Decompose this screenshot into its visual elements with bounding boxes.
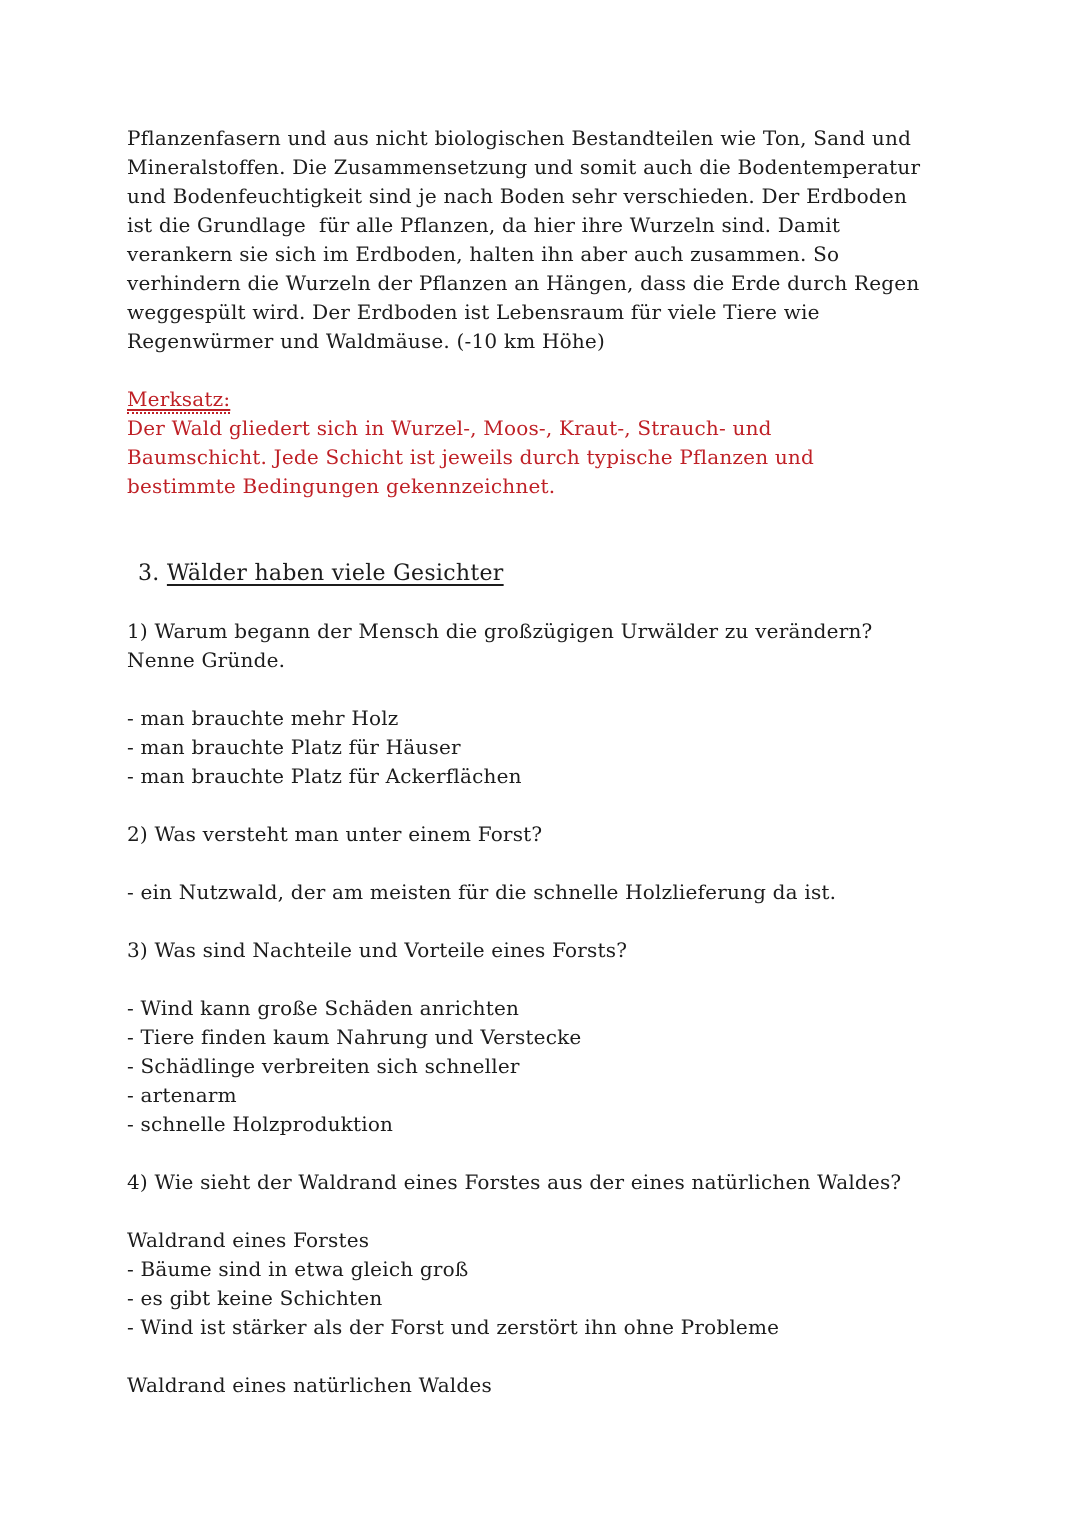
- answer-1-line: - man brauchte Platz für Häuser: [127, 735, 461, 759]
- merksatz-note-line: Baumschicht. Jede Schicht ist jeweils durch typische Pflanzen und: [127, 445, 815, 469]
- section-heading: [127, 559, 970, 588]
- question-3: [127, 936, 970, 965]
- answer-3-line: - Schädlinge verbreiten sich schneller: [127, 1054, 520, 1078]
- intro-paragraph-line: verankern sie sich im Erdboden, halten ihn aber auch zusammen. So: [127, 242, 840, 266]
- intro-paragraph-line: ist die Grundlage für alle Pflanzen, da hier ihre Wurzeln sind. Damit: [127, 213, 841, 237]
- merksatz-title-line: [127, 385, 970, 414]
- answer-4-forst-line: - es gibt keine Schichten: [127, 1286, 383, 1310]
- question-2: [127, 820, 970, 849]
- merksatz-note: [127, 385, 970, 501]
- answer-4-natural-line: Waldrand eines natürlichen Waldes: [127, 1373, 492, 1397]
- answer-1-line: - man brauchte mehr Holz: [127, 706, 399, 730]
- answer-2-line: - ein Nutzwald, der am meisten für die schnelle Holzlieferung da ist.: [127, 880, 837, 904]
- merksatz-label: Merksatz:: [127, 387, 230, 414]
- intro-paragraph-line: verhindern die Wurzeln der Pflanzen an Hängen, dass die Erde durch Regen: [127, 271, 920, 295]
- answer-3-line: - artenarm: [127, 1083, 237, 1107]
- merksatz-note-line: bestimmte Bedingungen gekennzeichnet.: [127, 474, 556, 498]
- question-1-line: Nenne Gründe.: [127, 648, 286, 672]
- answer-2: [127, 878, 970, 907]
- heading-text: Wälder haben viele Gesichter: [166, 561, 504, 586]
- answer-4-forst-line: - Wind ist stärker als der Forst und zerstört ihn ohne Probleme: [127, 1315, 780, 1339]
- merksatz-note-line: Der Wald gliedert sich in Wurzel-, Moos-, Kraut-, Strauch- und: [127, 416, 772, 440]
- intro-paragraph-line: weggespült wird. Der Erdboden ist Lebensraum für viele Tiere wie: [127, 300, 820, 324]
- answer-4-natural: [127, 1371, 970, 1400]
- answer-3-line: - Wind kann große Schäden anrichten: [127, 996, 520, 1020]
- question-1-line: 1) Warum begann der Mensch die großzügigen Urwälder zu verändern?: [127, 619, 873, 643]
- answer-3: [127, 994, 970, 1139]
- question-1: [127, 617, 970, 675]
- answer-1: [127, 704, 970, 791]
- answer-4-forst-line: - Bäume sind in etwa gleich groß: [127, 1257, 469, 1281]
- question-4: [127, 1168, 970, 1197]
- answer-4-forst-line: Waldrand eines Forstes: [127, 1228, 370, 1252]
- answer-1-line: - man brauchte Platz für Ackerflächen: [127, 764, 522, 788]
- answer-4-forst: [127, 1226, 970, 1342]
- question-2-line: 2) Was versteht man unter einem Forst?: [127, 822, 543, 846]
- question-3-line: 3) Was sind Nachteile und Vorteile eines Forsts?: [127, 938, 628, 962]
- intro-paragraph-line: Pflanzenfasern und aus nicht biologischen Bestandteilen wie Ton, Sand und: [127, 126, 912, 150]
- document-body: [127, 124, 970, 1400]
- intro-paragraph-line: Mineralstoffen. Die Zusammensetzung und somit auch die Bodentemperatur: [127, 155, 921, 179]
- answer-3-line: - schnelle Holzproduktion: [127, 1112, 394, 1136]
- question-4-line: 4) Wie sieht der Waldrand eines Forstes aus der eines natürlichen Waldes?: [127, 1170, 902, 1194]
- intro-paragraph: [127, 124, 970, 356]
- answer-3-line: - Tiere finden kaum Nahrung und Verstecke: [127, 1025, 582, 1049]
- intro-paragraph-line: und Bodenfeuchtigkeit sind je nach Boden sehr verschieden. Der Erdboden: [127, 184, 908, 208]
- heading-number: 3.: [138, 561, 167, 586]
- intro-paragraph-line: Regenwürmer und Waldmäuse. (-10 km Höhe): [127, 329, 605, 353]
